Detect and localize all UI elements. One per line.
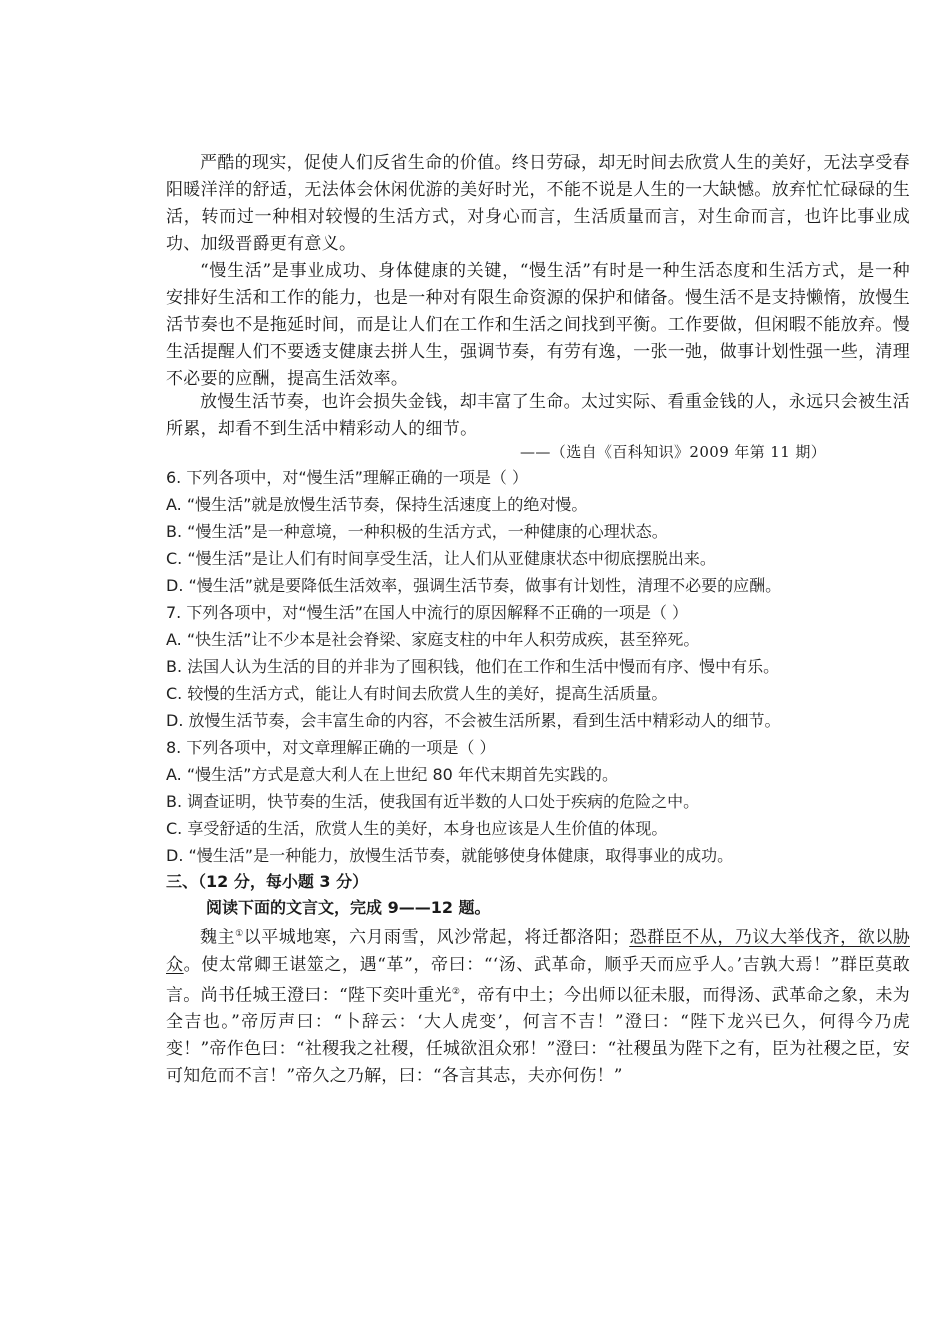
question-6-option-c: C. “慢生活”是让人们有时间享受生活，让人们从亚健康状态中彻底摆脱出来。 bbox=[166, 549, 716, 568]
underlined-sentence: 恐群臣不从，乃议大举伐齐，欲以胁众 bbox=[166, 927, 910, 975]
question-8-stem: 8. 下列各项中，对文章理解正确的一项是（ ） bbox=[166, 738, 496, 757]
question-8-option-b: B. 调查证明，快节奏的生活，使我国有近半数的人口处于疾病的危险之中。 bbox=[166, 792, 700, 811]
question-7-stem: 7. 下列各项中，对“慢生活”在国人中流行的原因解释不正确的一项是（ ） bbox=[166, 603, 689, 622]
question-7-option-c: C. 较慢的生活方式，能让人有时间去欣赏人生的美好，提高生活质量。 bbox=[166, 684, 668, 703]
passage-paragraph-3: 放慢生活节奏，也许会损失金钱，却丰富了生命。太过实际、看重金钱的人，永远只会被生活所累，却看不到生活中精彩动人的细节。 bbox=[166, 392, 910, 439]
footnote-marker-2: ② bbox=[451, 986, 461, 997]
question-6-stem: 6. 下列各项中，对“慢生活”理解正确的一项是（ ） bbox=[166, 468, 529, 487]
passage-paragraph-1: 严酷的现实，促使人们反省生命的价值。终日劳碌，却无时间去欣赏人生的美好，无法享受春阳暖洋洋的舒适，无法体会休闲优游的美好时光，不能不说是人生的一大缺憾。放弃忙忙碌碌的生活，转而过一种相对较慢的生活方式，对身心而言，生活质量而言，对生命而言，也许比事业成功、加级晋爵更有意义。 bbox=[166, 153, 910, 254]
passage-source: ——（选自《百科知识》2009 年第 11 期） bbox=[520, 443, 827, 461]
question-8-option-d: D. “慢生活”是一种能力，放慢生活节奏，就能够使身体健康，取得事业的成功。 bbox=[166, 846, 734, 865]
question-7-option-b: B. 法国人认为生活的目的并非为了囤积钱，他们在工作和生活中慢而有序、慢中有乐。 bbox=[166, 657, 780, 676]
passage-text: 魏主 bbox=[200, 927, 236, 948]
footnote-marker-1: ① bbox=[235, 929, 244, 939]
classical-chinese-passage bbox=[166, 921, 910, 1090]
question-8-option-a: A. “慢生活”方式是意大利人在上世纪 80 年代末期首先实践的。 bbox=[166, 765, 618, 784]
passage-text: ，帝有中土；今出师以征未服，而得汤、武革命之象，未为全吉也。”帝厉声曰：“卜辞云：‘大人虎变’，何言不吉！”澄曰：“陛下龙兴已久，何得今乃虎变！”帝作色曰：“社稷我之社稷，任城欲沮众邪！”澄曰：“社稷虽为陛下之有，臣为社稷之臣，安可知危而不言！”帝久之乃解，曰：“各言其志，夫亦何伤！” bbox=[166, 985, 910, 1087]
section-3-heading: 三、（12 分，每小题 3 分） bbox=[166, 872, 369, 891]
question-8-option-c: C. 享受舒适的生活，欣赏人生的美好，本身也应该是人生价值的体现。 bbox=[166, 819, 668, 838]
passage-text: 。使太常卿王谌筮之，遇“革”，帝曰：“‘汤、武革命，顺乎天而应乎人。’吉孰大焉！”群臣莫敢言。尚书任城王澄曰：“陛下奕叶重光 bbox=[166, 954, 910, 1006]
question-6-option-a: A. “慢生活”就是放慢生活节奏，保持生活速度上的绝对慢。 bbox=[166, 495, 588, 514]
question-7-option-a: A. “快生活”让不少本是社会脊梁、家庭支柱的中年人积劳成疾，甚至猝死。 bbox=[166, 630, 700, 649]
question-7-option-d: D. 放慢生活节奏，会丰富生命的内容，不会被生活所累，看到生活中精彩动人的细节。 bbox=[166, 711, 781, 730]
passage-text: 以平城地寒，六月雨雪，风沙常起，将迁都洛阳； bbox=[243, 927, 630, 948]
question-6-option-d: D. “慢生活”就是要降低生活效率，强调生活节奏，做事有计划性，清理不必要的应酬。 bbox=[166, 576, 782, 595]
question-6-option-b: B. “慢生活”是一种意境，一种积极的生活方式，一种健康的心理状态。 bbox=[166, 522, 668, 541]
section-3-instruction: 阅读下面的文言文，完成 9——12 题。 bbox=[206, 898, 491, 917]
passage-paragraph-2: “慢生活”是事业成功、身体健康的关键，“慢生活”有时是一种生活态度和生活方式，是一种安排好生活和工作的能力，也是一种对有限生命资源的保护和储备。慢生活不是支持懒惰，放慢生活节奏也不是拖延时间，而是让人们在工作和生活之间找到平衡。工作要做，但闲暇不能放弃。慢生活提醒人们不要透支健康去拼人生，强调节奏，有劳有逸，一张一弛，做事计划性强一些，清理不必要的应酬，提高生活效率。 bbox=[166, 261, 910, 389]
